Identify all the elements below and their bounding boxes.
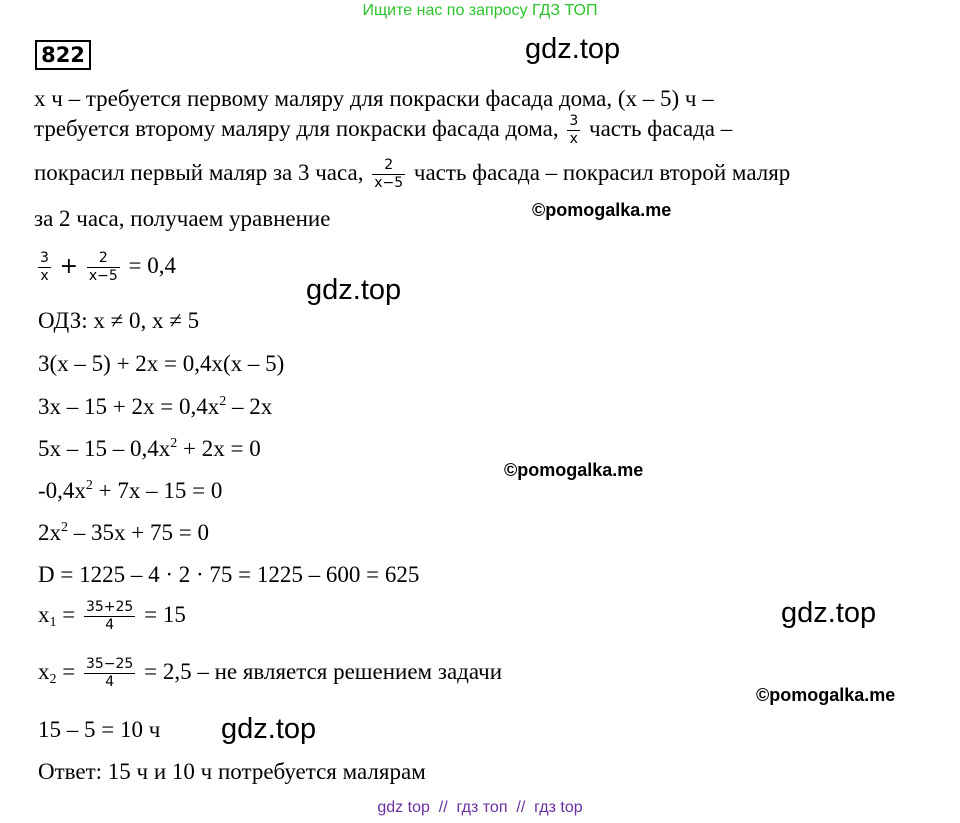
- watermark-pomogalka: ©pomogalka.me: [504, 460, 644, 480]
- fraction-denominator: 4: [84, 673, 135, 691]
- root-x2-line: [38, 656, 502, 691]
- fraction: [84, 599, 135, 634]
- discriminant-line: D = 1225 – 4 · 2 · 75 = 1225 – 600 = 625: [38, 562, 420, 587]
- paragraph-line: x ч – требуется первому маляру для покраски фасада дома, (x – 5) ч –: [34, 86, 714, 111]
- fraction-numerator: 2: [98, 250, 108, 266]
- step-text: + 7x – 15 = 0: [92, 478, 223, 503]
- step-text: – 2x: [226, 394, 273, 419]
- step-line: [38, 394, 272, 420]
- equals-sign: =: [56, 601, 76, 627]
- fraction: [567, 113, 580, 148]
- fraction-denominator: 4: [84, 616, 135, 634]
- fraction: [87, 250, 120, 285]
- step-text: – 35x + 75 = 0: [68, 520, 209, 545]
- subscript: 1: [49, 614, 57, 630]
- step-line: [38, 478, 222, 504]
- fraction-numerator: 3: [569, 113, 579, 129]
- plus-sign: +: [59, 253, 79, 279]
- watermark-gdz: gdz.top: [221, 713, 317, 745]
- watermark-gdz: gdz.top: [525, 33, 621, 65]
- odz-line: ОДЗ: x ≠ 0, x ≠ 5: [38, 308, 200, 333]
- paragraph-line: [34, 157, 790, 192]
- paragraph-line: [34, 113, 732, 148]
- step-text: 2x: [38, 520, 61, 545]
- equation: [38, 250, 176, 285]
- watermark-gdz: gdz.top: [781, 597, 877, 629]
- watermark-pomogalka: ©pomogalka.me: [532, 200, 672, 220]
- fraction-numerator: 35−25: [85, 656, 134, 672]
- fraction-numerator: 35+25: [85, 599, 134, 615]
- fraction-denominator: x: [567, 130, 580, 148]
- fraction: [84, 656, 135, 691]
- exponent: 2: [170, 436, 178, 451]
- fraction: [372, 157, 405, 192]
- step-text: -0,4x: [38, 478, 86, 503]
- equals-sign: =: [56, 658, 76, 684]
- variable: x: [38, 601, 50, 627]
- exponent: 2: [219, 394, 227, 409]
- paragraph-text: часть фасада –: [589, 115, 733, 141]
- step-text: = 2,5 – не является решением задачи: [144, 658, 503, 684]
- fraction-denominator: x: [38, 267, 51, 285]
- paragraph-text: часть фасада – покрасил второй маляр: [413, 159, 791, 185]
- step-text: 3x – 15 + 2x = 0,4x: [38, 394, 220, 419]
- step-line: [38, 520, 209, 546]
- problem-number: 822: [35, 40, 91, 70]
- fraction: [38, 250, 51, 285]
- watermark-gdz: gdz.top: [306, 274, 402, 306]
- top-banner[interactable]: Ищите нас по запросу ГДЗ ТОП: [362, 2, 598, 19]
- subscript: 2: [49, 671, 57, 687]
- variable: x: [38, 658, 50, 684]
- exponent: 2: [61, 520, 68, 535]
- paragraph-line: за 2 часа, получаем уравнение: [34, 206, 331, 231]
- bottom-banner[interactable]: gdz top // гдз топ // гдз top: [377, 799, 583, 816]
- exponent: 2: [85, 478, 93, 493]
- fraction-denominator: x−5: [374, 175, 404, 191]
- step-line: 15 – 5 = 10 ч: [38, 717, 161, 742]
- root-x1-line: [38, 599, 186, 634]
- paragraph-text: покрасил первый маляр за 3 часа,: [34, 159, 364, 185]
- step-text: = 15: [144, 601, 186, 627]
- equation-rhs: = 0,4: [128, 252, 177, 278]
- step-line: 3(x – 5) + 2x = 0,4x(x – 5): [38, 351, 285, 376]
- watermark-pomogalka: ©pomogalka.me: [756, 685, 896, 705]
- step-text: + 2x = 0: [177, 436, 261, 461]
- fraction-numerator: 2: [384, 157, 394, 173]
- paragraph-text: требуется второму маляру для покраски фасада дома,: [34, 115, 559, 141]
- step-line: [38, 436, 261, 462]
- step-text: 5x – 15 – 0,4x: [38, 436, 171, 461]
- answer-line: Ответ: 15 ч и 10 ч потребуется малярам: [38, 759, 426, 784]
- fraction-numerator: 3: [40, 250, 49, 266]
- fraction-denominator: x−5: [88, 268, 118, 284]
